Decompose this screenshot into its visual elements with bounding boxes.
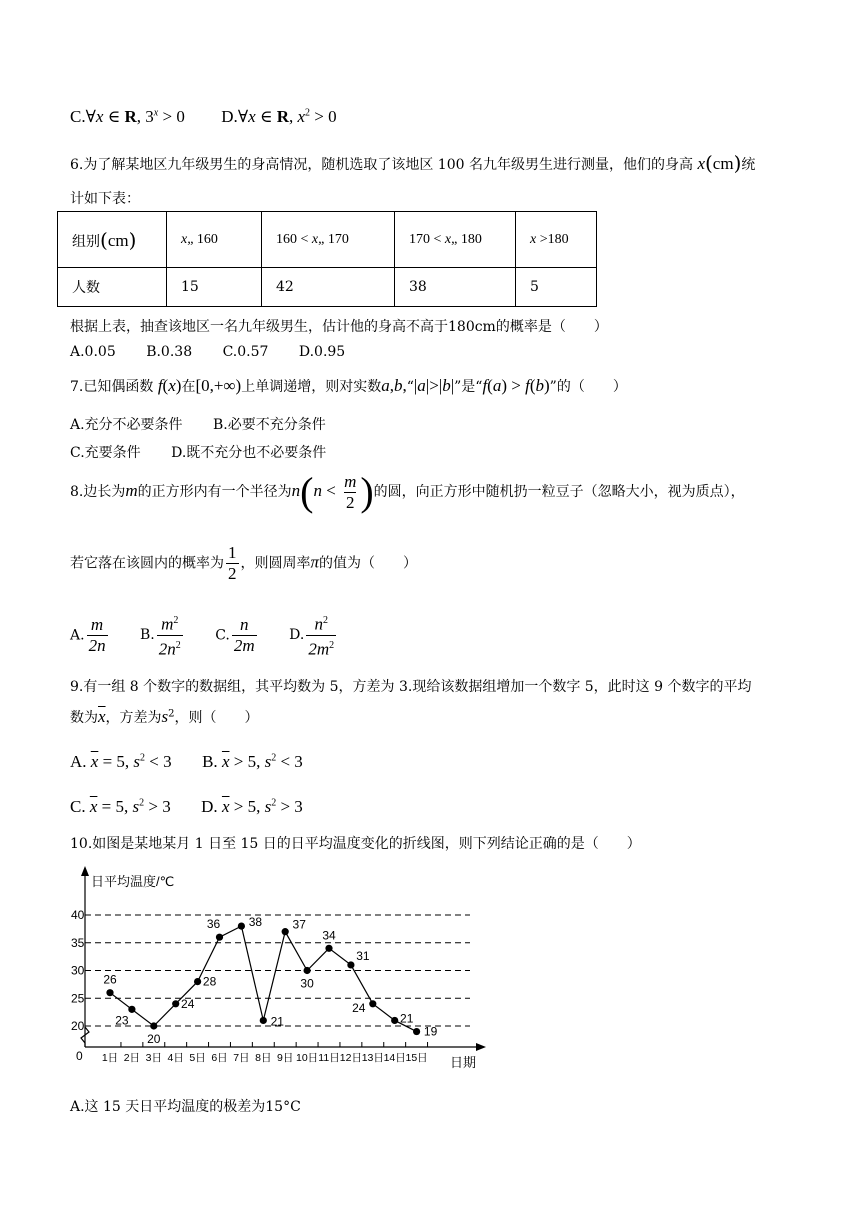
q6-option-b[interactable]: B.0.38 [146,344,193,360]
data-label: 30 [300,976,314,991]
q9-option-b[interactable]: B. $\overline{x} > 5$, $s^2 < 3$ [202,752,303,771]
x-tick-label: 1日 [101,1052,119,1064]
x-tick-label: 5日 [189,1052,206,1064]
data-point [260,1017,267,1024]
q6-stem: 6.为了解某地区九年级男生的身高情况，随机选取了该地区 100 名九年级男生进行测量，他们的身高 x(cm)统 [70,151,756,175]
x-tick-label: 7日 [233,1052,250,1064]
q6-question: 根据上表，抽查该地区一名九年级男生，估计他的身高不高于180cm的概率是（ ） [70,319,608,335]
table-header-cell: 170 < x„ 180 [395,212,516,268]
q7-options-row2 [70,442,352,462]
q5-option-d[interactable]: D.∀x ∈ R, $x^2 > 0$ [221,107,337,126]
data-point [325,945,332,952]
y-tick-label: 30 [71,963,85,978]
q6-option-c[interactable]: C.0.57 [222,344,269,360]
data-label: 28 [202,974,217,989]
x-axis-arrow [476,1043,486,1051]
table-cell: 42 [262,268,395,307]
x-tick-label: 3日 [145,1052,162,1064]
chart-grid [85,915,470,1029]
data-label: 21 [400,1011,414,1026]
q7-option-a[interactable]: A.充分不必要条件 [70,417,183,433]
q8-option-c[interactable]: C. $\frac{n}{2m}$ [215,614,255,655]
q6-option-d[interactable]: D.0.95 [298,344,346,360]
y-tick-label: 20 [71,1019,85,1033]
temperature-line-chart [70,862,500,1082]
data-label: 36 [206,917,221,932]
data-point [106,989,113,996]
q7-stem: 7.已知偶函数 f(x)在[0,+∞)上单调递增，则对实数a,b,“|a|>|b|”是“f(a) > f(b)”的（ ） [70,376,627,395]
q9-options-row1 [70,752,329,772]
table-row [58,268,597,307]
table-header-cell: 160 < x„ 170 [262,212,395,268]
q9-option-c[interactable]: C. $\overline{x} = 5$, $s^2 > 3$ [70,797,171,816]
data-label: 34 [322,928,336,943]
q6-options [70,344,371,360]
data-point [347,961,354,968]
table-row-label: 人数 [58,268,167,307]
data-point [413,1028,420,1035]
q8-option-a[interactable]: A. $\frac{m}{2n}$ [70,614,106,655]
q9-stem-cont: 数为$\overline{x}$，方差为$s^2$，则（ ） [70,707,259,726]
data-point [391,1017,398,1024]
table-cell: 15 [167,268,262,307]
data-label: 37 [292,917,306,932]
x-tick-label: 4日 [167,1052,184,1064]
x-tick-label: 11日 [318,1052,340,1064]
data-point [238,923,245,930]
y-axis-label: 日平均温度/℃ [91,874,175,889]
q8-option-d[interactable]: D. $\frac{n^2}{2m^2}$ [289,614,335,659]
y-tick-label: 35 [71,935,85,950]
data-points [106,923,420,1036]
q7-option-c[interactable]: C.充要条件 [70,445,141,461]
origin-label: 0 [76,1049,83,1063]
x-tick-label: 8日 [255,1052,272,1064]
q6-stem-cont: 计如下表： [70,191,140,207]
q5-options [70,107,363,127]
data-label: 31 [356,948,370,963]
data-point [194,978,201,985]
data-point [128,1006,135,1013]
q8-option-b[interactable]: B. $\frac{m^2}{2n^2}$ [140,614,181,659]
q8-options [70,612,364,658]
q5-option-c[interactable]: C.∀x ∈ R, $3^x > 0$ [70,107,185,126]
y-tick-labels [71,908,85,1033]
x-tick-label: 13日 [361,1052,384,1064]
data-point [369,1000,376,1007]
height-frequency-table [57,211,597,307]
q7-option-b[interactable]: B.必要不充分条件 [213,417,326,433]
q10-stem: 10.如图是某地某月 1 日至 15 日的日平均温度变化的折线图，则下列结论正确的是（ ） [70,836,641,852]
q9-option-d[interactable]: D. $\overline{x} > 5$, $s^2 > 3$ [201,797,303,816]
data-label: 23 [115,1013,129,1028]
q10-option-a[interactable]: A.这 15 天日平均温度的极差为15°C [70,1099,301,1115]
data-label: 24 [181,996,195,1011]
data-label: 21 [270,1014,284,1029]
table-header-group: 组别(cm) [58,212,167,268]
table-cell: 5 [516,268,597,307]
q7-option-d[interactable]: D.既不充分也不必要条件 [171,445,327,461]
x-tick-label: 15日 [405,1052,428,1064]
q9-stem: 9.有一组 8 个数字的数据组，其平均数为 5，方差为 3.现给该数据组增加一个数字 5，此时这 9 个数字的平均 [70,679,752,695]
q9-options-row2 [70,797,329,817]
table-cell: 38 [395,268,516,307]
data-label: 38 [248,915,263,930]
table-header-cell: x >180 [516,212,597,268]
data-point [282,928,289,935]
x-tick-label: 12日 [339,1052,362,1064]
data-point [304,967,311,974]
chart-axes [76,866,486,1070]
q8-stem: 8.边长为m的正方形内有一个半径为n(n < $\frac{m}{2}$ )的圆，向正方形中随机扔一粒豆子（忽略大小，视为质点）， [70,469,745,514]
q6-option-a[interactable]: A.0.05 [70,344,116,360]
data-label: 24 [352,1000,366,1015]
data-point [150,1022,157,1029]
table-header-row [58,212,597,268]
data-point [172,1000,179,1007]
y-tick-label: 25 [71,991,85,1006]
y-axis-arrow [81,866,89,876]
q9-option-a[interactable]: A. $\overline{x} = 5$, $s^2 < 3$ [70,752,172,771]
x-tick-label: 10日 [296,1052,319,1064]
q7-options-row1 [70,414,352,434]
data-label: 26 [103,972,117,987]
temperature-series-line [110,926,417,1031]
y-tick-label: 40 [71,908,85,922]
x-axis-label: 日期 [450,1055,477,1070]
x-tick-label: 14日 [383,1052,406,1064]
table-header-cell: x„ 160 [167,212,262,268]
x-tick-label: 9日 [277,1052,294,1064]
data-label: 19 [423,1024,438,1039]
q8-stem-cont: 若它落在该圆内的概率为 $\frac{1}{2}$ ，则圆周率π的值为（ ） [70,543,418,583]
x-tick-label: 2日 [123,1052,141,1064]
data-point [216,934,223,941]
x-tick-label: 6日 [211,1052,228,1064]
data-label: 20 [147,1032,161,1046]
